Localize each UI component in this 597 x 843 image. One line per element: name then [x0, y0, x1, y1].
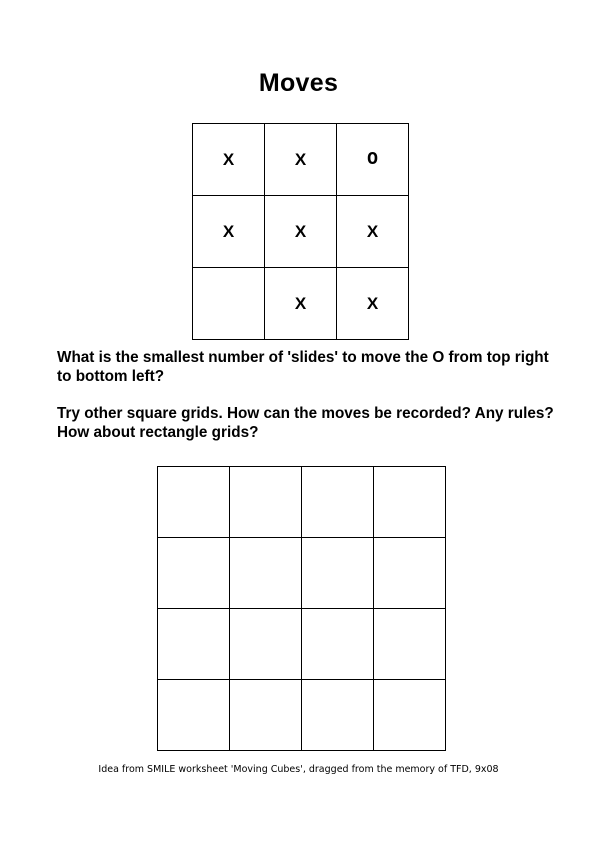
credit-footer: Idea from SMILE worksheet 'Moving Cubes', dragged from the memory of TFD, 9x08: [98, 764, 499, 775]
worksheet-title: Moves: [258, 69, 339, 97]
blank-grid-cell: [158, 680, 230, 751]
puzzle-cell: X: [193, 196, 265, 268]
blank-grid-row: [158, 609, 446, 680]
blank-grid-cell: [374, 467, 446, 538]
blank-grid-cell: [374, 680, 446, 751]
puzzle-cell: X: [193, 124, 265, 196]
puzzle-cell-o: O: [337, 124, 409, 196]
blank-grid-cell: [158, 467, 230, 538]
blank-grid-cell: [302, 467, 374, 538]
blank-grid-cell: [374, 538, 446, 609]
question-text: What is the smallest number of 'slides' to move the O from top right to bottom left?: [57, 349, 549, 385]
puzzle-row: [193, 196, 409, 268]
puzzle-cell: X: [337, 196, 409, 268]
blank-grid-row: [158, 680, 446, 751]
blank-grid-cell: [302, 680, 374, 751]
blank-grid: [157, 466, 446, 751]
blank-grid-row: [158, 467, 446, 538]
puzzle-grid: [192, 123, 409, 340]
blank-grid-cell: [374, 609, 446, 680]
puzzle-cell: X: [265, 124, 337, 196]
blank-grid-cell: [230, 538, 302, 609]
puzzle-row: [193, 268, 409, 340]
blank-grid-cell: [230, 467, 302, 538]
blank-grid-cell: [230, 609, 302, 680]
puzzle-cell: X: [265, 268, 337, 340]
puzzle-cell-empty: [193, 268, 265, 340]
blank-grid-cell: [158, 538, 230, 609]
blank-grid-row: [158, 538, 446, 609]
blank-grid-cell: [230, 680, 302, 751]
puzzle-row: [193, 124, 409, 196]
blank-grid-cell: [158, 609, 230, 680]
puzzle-cell: X: [337, 268, 409, 340]
extension-text: Try other square grids. How can the moves be recorded? Any rules? How about rectangle grids?: [57, 405, 554, 441]
blank-grid-cell: [302, 538, 374, 609]
blank-grid-cell: [302, 609, 374, 680]
puzzle-cell: X: [265, 196, 337, 268]
